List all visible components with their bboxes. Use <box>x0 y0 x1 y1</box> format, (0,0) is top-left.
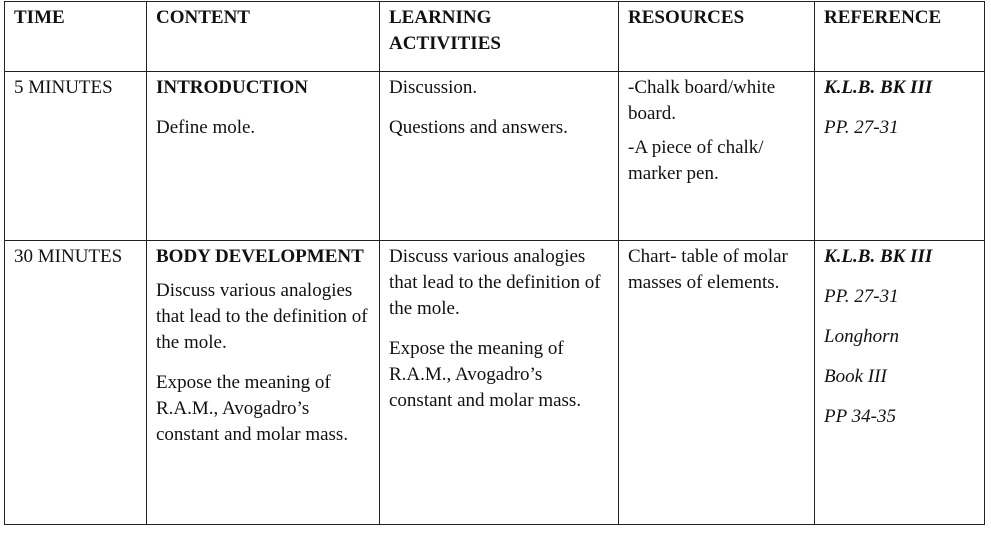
activities-cell <box>380 72 619 241</box>
content-text: Discuss various analogies that lead to the definition of the mole. <box>156 280 368 353</box>
reference-item: PP. 27-31 <box>824 286 899 307</box>
resources-cell <box>619 72 815 241</box>
time-cell: 30 MINUTES <box>5 241 147 525</box>
reference-item: Book III <box>824 366 887 387</box>
header-row <box>5 2 985 72</box>
reference-cell <box>815 72 985 241</box>
header-activities-line1: LEARNING <box>389 7 492 28</box>
header-time: TIME <box>5 2 147 72</box>
reference-item: Longhorn <box>824 326 899 347</box>
content-cell <box>147 72 380 241</box>
content-text: Expose the meaning of R.A.M., Avogadro’s constant and molar mass. <box>156 372 349 445</box>
content-cell <box>147 241 380 525</box>
content-text: Define mole. <box>156 117 256 138</box>
activity-item: Expose the meaning of R.A.M., Avogadro’s constant and molar mass. <box>389 338 582 411</box>
resources-cell <box>619 241 815 525</box>
header-resources: RESOURCES <box>619 2 815 72</box>
resource-item: Chart- table of molar masses of elements. <box>628 246 788 293</box>
resource-item: -A piece of chalk/ marker pen. <box>628 137 764 184</box>
time-cell: 5 MINUTES <box>5 72 147 241</box>
activity-item: Discuss various analogies that lead to the definition of the mole. <box>389 246 601 319</box>
header-reference: REFERENCE <box>815 2 985 72</box>
lesson-plan-table <box>4 1 985 525</box>
activity-item: Questions and answers. <box>389 117 568 138</box>
reference-book: K.L.B. BK III <box>824 246 933 267</box>
resource-item: -Chalk board/white board. <box>628 77 776 124</box>
reference-book: K.L.B. BK III <box>824 77 933 98</box>
header-content: CONTENT <box>147 2 380 72</box>
table-row-body-development <box>5 241 985 525</box>
activity-item: Discussion. <box>389 77 478 98</box>
reference-item: PP 34-35 <box>824 406 896 427</box>
activities-cell <box>380 241 619 525</box>
header-activities-line2: ACTIVITIES <box>389 33 501 54</box>
content-heading: BODY DEVELOPMENT <box>156 246 364 267</box>
reference-cell <box>815 241 985 525</box>
header-learning-activities <box>380 2 619 72</box>
table-row-introduction <box>5 72 985 241</box>
reference-pages: PP. 27-31 <box>824 117 899 138</box>
content-heading: INTRODUCTION <box>156 77 309 98</box>
